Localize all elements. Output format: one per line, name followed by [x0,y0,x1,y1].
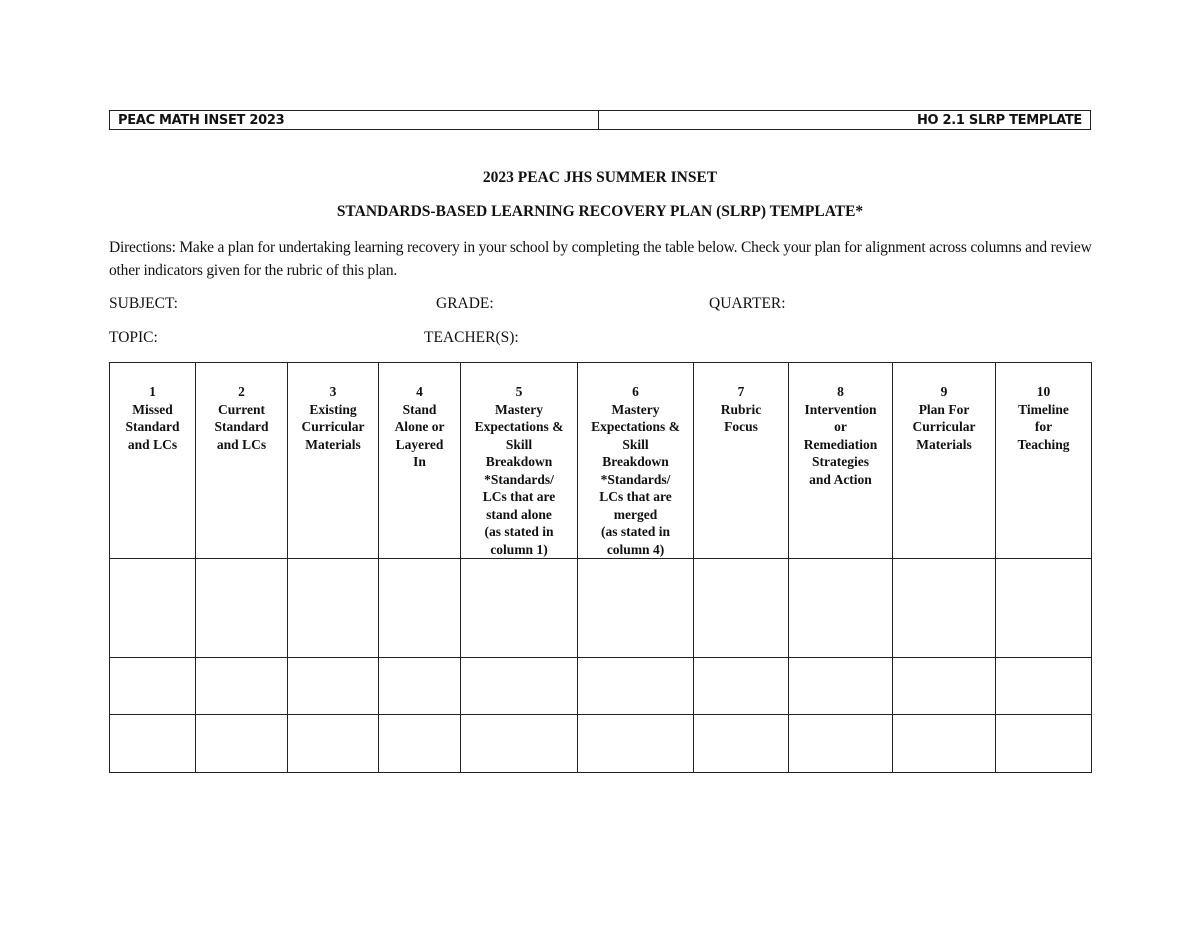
column-label-line: Standard [125,419,180,434]
table-cell[interactable] [110,559,196,658]
column-label-line: Current [218,401,265,417]
column-label-line: Intervention [804,401,877,417]
column-label-line: Alone or [394,419,445,434]
column-label-line: Skill [622,436,649,452]
column-label-line: Layered [395,436,444,452]
table-cell[interactable] [379,715,461,773]
table-cell[interactable] [996,559,1092,658]
column-label-line: *Standards/ [484,471,554,487]
table-cell[interactable] [694,559,789,658]
table-cell[interactable] [196,559,288,658]
table-cell[interactable] [288,715,379,773]
column-label-line: Teaching [1017,436,1070,452]
table-cell[interactable] [110,658,196,715]
column-header [996,363,1092,559]
column-label-line: Materials [916,436,972,452]
directions-text: Directions: Make a plan for undertaking learning recovery in your school by completing the table below. Check your plan for alignment across columns and review other indicators given for the rubric of this plan. [109,239,1092,279]
column-label-line: and LCs [216,436,267,452]
table-cell[interactable] [196,658,288,715]
column-label-line: LCs that are [482,489,556,504]
column-number: 1 [149,384,156,399]
column-header [461,363,578,559]
column-header [694,363,789,559]
column-label-line: Breakdown [485,454,553,469]
table-cell[interactable] [789,559,893,658]
table-cell[interactable] [288,658,379,715]
quarter-label: QUARTER: [709,295,786,312]
column-number: 7 [737,384,745,399]
table-cell[interactable] [461,715,578,773]
table-row [110,559,1092,658]
column-label-line: Stand [402,401,437,417]
table-cell[interactable] [461,559,578,658]
table-cell[interactable] [288,559,379,658]
table-cell[interactable] [578,715,694,773]
column-label-line: Mastery [611,401,660,417]
column-label-line: or [834,419,847,434]
column-label-line: LCs that are [599,489,672,504]
column-number: 2 [238,384,245,399]
column-number: 9 [940,384,948,399]
header-right-label: HO 2.1 SLRP TEMPLATE [916,112,1082,128]
table-cell[interactable] [694,658,789,715]
column-label-line: stand alone [486,506,552,522]
column-label-line: and Action [809,471,872,487]
column-header [893,363,996,559]
column-label-line: merged [613,506,658,522]
page-subtitle: STANDARDS-BASED LEARNING RECOVERY PLAN (SLRP) TEMPLATE* [336,203,864,220]
column-header [578,363,694,559]
column-label-line: Curricular [912,419,976,434]
column-label-line: Missed [132,401,173,417]
table-cell[interactable] [578,559,694,658]
column-label-line: Curricular [301,419,365,434]
table-cell[interactable] [893,559,996,658]
column-label-line: Standard [214,419,269,434]
table-cell[interactable] [893,715,996,773]
column-label-line: Plan For [918,401,970,417]
column-label-line: Breakdown [602,454,669,469]
table-cell[interactable] [694,715,789,773]
column-label-line: Expectations & [591,419,680,434]
page-title: 2023 PEAC JHS SUMMER INSET [482,169,718,186]
column-label-line: Materials [305,436,361,452]
column-label-line: Rubric [720,401,762,417]
table-cell[interactable] [461,658,578,715]
column-label-line: Skill [505,436,533,452]
column-header [288,363,379,559]
table-cell[interactable] [379,559,461,658]
grade-label: GRADE: [436,295,494,312]
column-number: 3 [329,384,337,399]
table-cell[interactable] [110,715,196,773]
header-left-label: PEAC MATH INSET 2023 [110,111,599,129]
table-cell[interactable] [578,658,694,715]
table-cell[interactable] [996,715,1092,773]
column-label-line: and LCs [127,436,178,452]
column-number: 8 [837,384,844,399]
table-row [110,658,1092,715]
column-label-line: In [413,454,426,469]
column-label-line: *Standards/ [600,471,671,487]
slrp-table [109,362,1092,773]
column-label-line: Existing [309,401,357,417]
column-label-line: Remediation [803,436,878,452]
column-header [379,363,461,559]
table-cell[interactable] [789,658,893,715]
table-cell[interactable] [893,658,996,715]
column-label-line: column 4) [606,541,665,557]
teachers-label: TEACHER(S): [424,329,519,346]
table-header-row [110,363,1092,559]
table-cell[interactable] [996,658,1092,715]
column-number: 6 [632,384,639,399]
table-cell[interactable] [789,715,893,773]
subject-label: SUBJECT: [109,295,178,312]
column-label-line: Expectations & [474,419,564,434]
column-label-line: Focus [724,419,758,434]
column-header [110,363,196,559]
column-label-line: column 1) [490,541,548,557]
document-header [109,110,1091,130]
column-header [789,363,893,559]
table-cell[interactable] [196,715,288,773]
column-number: 10 [1036,384,1051,399]
table-cell[interactable] [379,658,461,715]
table-row [110,715,1092,773]
column-label-line: Timeline [1018,401,1069,417]
topic-label: TOPIC: [109,329,158,346]
column-label-line: for [1034,419,1053,434]
column-number: 5 [515,384,523,399]
column-label-line: Mastery [495,401,543,417]
column-label-line: Strategies [812,454,869,469]
column-label-line: (as stated in [600,524,670,539]
column-label-line: (as stated in [484,524,554,539]
column-header [196,363,288,559]
column-number: 4 [416,384,423,399]
